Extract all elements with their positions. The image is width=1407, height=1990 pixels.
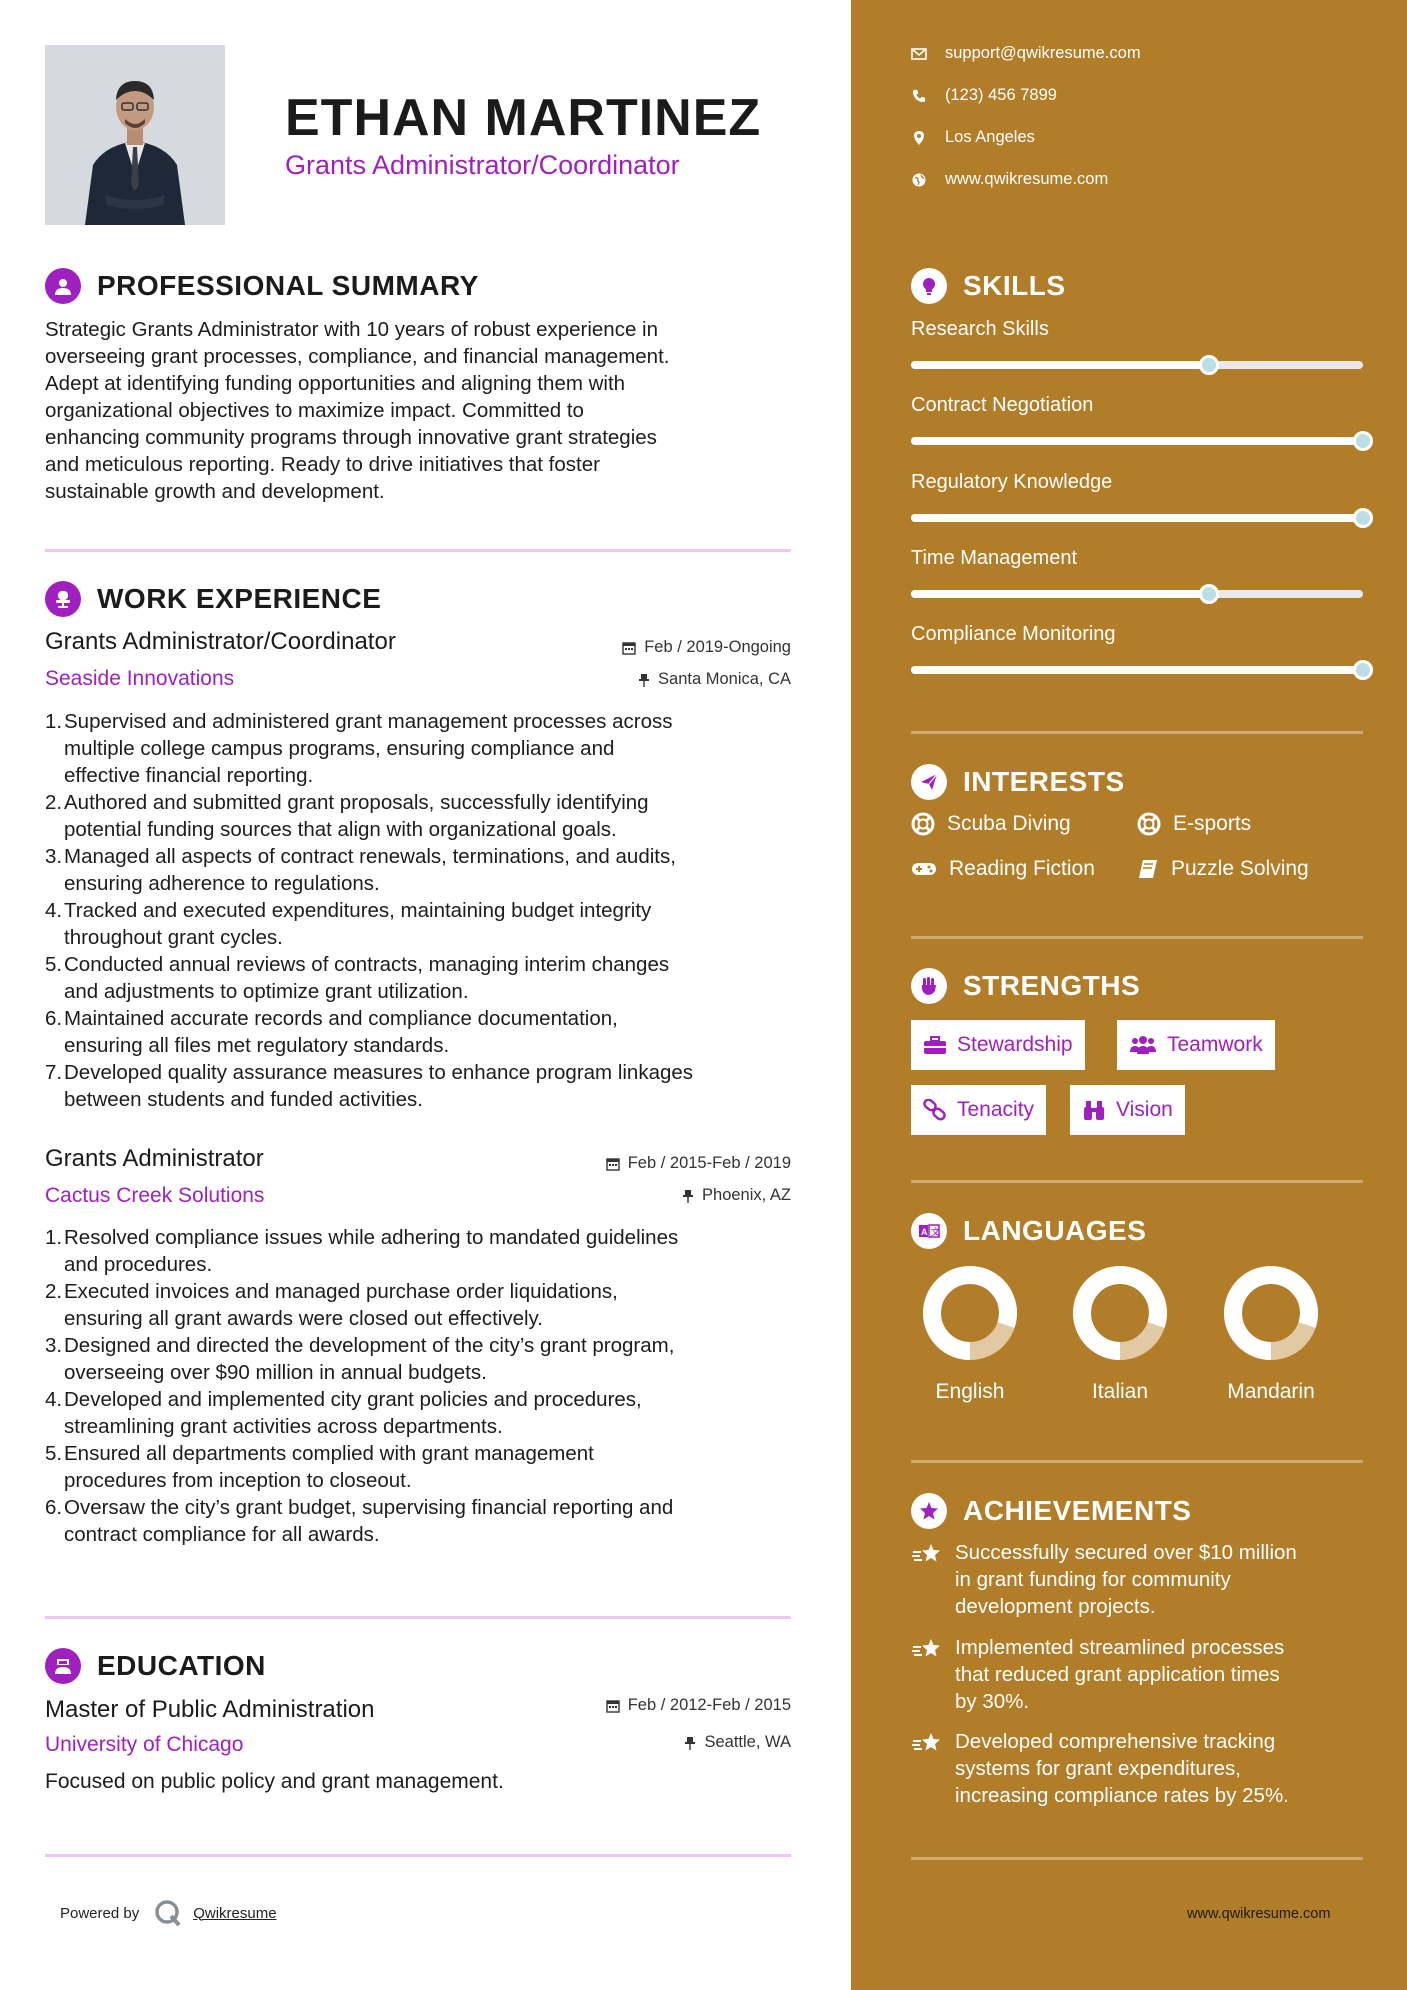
list-item: 1. Resolved compliance issues while adhering to mandated guidelines and procedures. bbox=[45, 1226, 679, 1276]
star-badge-icon bbox=[911, 1493, 947, 1529]
contact-email[interactable] bbox=[911, 44, 1141, 63]
candidate-role: Grants Administrator/Coordinator bbox=[285, 150, 680, 180]
list-item: 3. Managed all aspects of contract renewals, terminations, and audits, ensuring adherence to regulations. bbox=[45, 845, 676, 895]
briefcase-chair-icon bbox=[45, 581, 81, 617]
interest-item bbox=[1137, 812, 1251, 836]
language-donut bbox=[922, 1265, 1018, 1361]
interest-label: Reading Fiction bbox=[949, 857, 1095, 880]
languages-heading bbox=[911, 1213, 1146, 1249]
email-text: support@qwikresume.com bbox=[945, 44, 1141, 62]
language-label: Mandarin bbox=[1227, 1380, 1315, 1403]
job-location bbox=[638, 670, 791, 689]
qwikresume-logo-icon bbox=[153, 1898, 183, 1928]
contact-location bbox=[911, 128, 1035, 147]
education-heading bbox=[45, 1648, 266, 1684]
link-icon bbox=[923, 1099, 947, 1121]
job-dates-text: Feb / 2015-Feb / 2019 bbox=[627, 1154, 791, 1172]
section-divider bbox=[911, 731, 1363, 734]
section-divider bbox=[45, 1854, 791, 1857]
strength-label: Teamwork bbox=[1167, 1033, 1263, 1056]
skill-label: Contract Negotiation bbox=[911, 394, 1094, 416]
achievements-heading bbox=[911, 1493, 1191, 1529]
globe-icon bbox=[911, 172, 927, 188]
strength-badge bbox=[911, 1020, 1085, 1070]
pin-icon bbox=[638, 673, 650, 687]
translate-icon bbox=[911, 1213, 947, 1249]
summary-line: enhancing community programs through innovative grant strategies bbox=[45, 426, 657, 449]
envelope-icon bbox=[911, 48, 927, 60]
summary-line: overseeing grant processes, compliance, and financial management. bbox=[45, 345, 670, 368]
achievement-text: Implemented streamlined processes that reduced grant application times by 30%. bbox=[955, 1636, 1285, 1713]
achievement-text: Developed comprehensive tracking systems for grant expenditures, increasing compliance rates by 25%. bbox=[955, 1730, 1289, 1807]
contact-phone[interactable] bbox=[911, 86, 1057, 105]
section-divider bbox=[911, 936, 1363, 939]
language-item bbox=[1065, 1265, 1175, 1404]
skill-bar bbox=[911, 666, 1363, 674]
lightbulb-icon bbox=[911, 268, 947, 304]
language-donut bbox=[1072, 1265, 1168, 1361]
list-item: 5. Conducted annual reviews of contracts, managing interim changes and adjustments to optimize grant utilization. bbox=[45, 953, 670, 1003]
language-item bbox=[1216, 1265, 1326, 1404]
education-description: Focused on public policy and grant management. bbox=[45, 1770, 504, 1793]
qwikresume-link[interactable]: Qwikresume bbox=[193, 1904, 277, 1922]
achievement-item bbox=[911, 1539, 1361, 1620]
list-item: 4. Tracked and executed expenditures, maintaining budget integrity throughout grant cycles. bbox=[45, 899, 652, 949]
section-divider bbox=[911, 1857, 1363, 1860]
experience-title: WORK EXPERIENCE bbox=[97, 583, 382, 614]
footer-site[interactable]: www.qwikresume.com bbox=[1187, 1906, 1331, 1922]
interest-item bbox=[1137, 857, 1309, 881]
calendar-icon bbox=[606, 1157, 620, 1171]
language-label: English bbox=[935, 1380, 1005, 1403]
skill-bar bbox=[911, 590, 1363, 598]
languages-title: LANGUAGES bbox=[963, 1215, 1147, 1246]
skill-bar bbox=[911, 437, 1363, 445]
interest-label: Scuba Diving bbox=[947, 812, 1071, 835]
profile-photo bbox=[45, 45, 225, 225]
powered-by-label: Powered by bbox=[60, 1904, 140, 1922]
binoculars-icon bbox=[1082, 1099, 1106, 1121]
education-title: EDUCATION bbox=[97, 1650, 266, 1681]
interest-item bbox=[911, 857, 1095, 881]
summary-line: sustainable growth and development. bbox=[45, 480, 385, 503]
strength-badge bbox=[1117, 1020, 1275, 1070]
job-location bbox=[682, 1186, 791, 1205]
achievement-item bbox=[911, 1634, 1361, 1715]
website-text: www.qwikresume.com bbox=[945, 170, 1109, 188]
skill-bar-fill bbox=[911, 361, 1209, 369]
achievement-item bbox=[911, 1728, 1361, 1809]
language-donut bbox=[1223, 1265, 1319, 1361]
section-divider bbox=[45, 549, 791, 552]
interest-label: Puzzle Solving bbox=[1171, 857, 1309, 880]
list-item: 6. Oversaw the city’s grant budget, supervising financial reporting and contract compliance for all awards. bbox=[45, 1496, 674, 1546]
interests-title: INTERESTS bbox=[963, 766, 1125, 797]
job-company: Cactus Creek Solutions bbox=[45, 1184, 265, 1207]
graduate-icon bbox=[45, 1648, 81, 1684]
summary-title: PROFESSIONAL SUMMARY bbox=[97, 270, 479, 301]
achievements-title: ACHIEVEMENTS bbox=[963, 1495, 1192, 1526]
candidate-name: ETHAN MARTINEZ bbox=[285, 89, 762, 147]
skill-label: Time Management bbox=[911, 547, 1077, 569]
skill-bar-knob bbox=[1353, 508, 1373, 528]
skill-bar bbox=[911, 361, 1363, 369]
job-title: Grants Administrator bbox=[45, 1145, 264, 1172]
list-item: 5. Ensured all departments complied with grant management procedures from inception to closeout. bbox=[45, 1442, 594, 1492]
list-item: 2. Authored and submitted grant proposals, successfully identifying potential funding sources that align with organizational goals. bbox=[45, 791, 649, 841]
skill-bar-knob bbox=[1353, 660, 1373, 680]
phone-icon bbox=[911, 89, 927, 103]
summary-line: Adept at identifying funding opportunities and aligning them with bbox=[45, 372, 626, 395]
job-location-text: Santa Monica, CA bbox=[658, 670, 791, 688]
education-dates-text: Feb / 2012-Feb / 2015 bbox=[627, 1696, 791, 1714]
summary-line: organizational objectives to maximize impact. Committed to bbox=[45, 399, 584, 422]
strengths-heading bbox=[911, 968, 1140, 1004]
language-label: Italian bbox=[1091, 1380, 1149, 1403]
skill-label: Compliance Monitoring bbox=[911, 623, 1116, 645]
list-item: 7. Developed quality assurance measures to enhance program linkages between students and funded activities. bbox=[45, 1061, 694, 1111]
calendar-icon bbox=[606, 1699, 620, 1713]
skill-bar bbox=[911, 514, 1363, 522]
strength-badge bbox=[1070, 1085, 1185, 1135]
shooting-star-icon bbox=[911, 1541, 943, 1569]
strength-label: Vision bbox=[1116, 1098, 1173, 1121]
phone-text: (123) 456 7899 bbox=[945, 86, 1057, 104]
education-location bbox=[684, 1733, 791, 1752]
strength-label: Tenacity bbox=[957, 1098, 1035, 1121]
education-location-text: Seattle, WA bbox=[704, 1733, 791, 1751]
lifebuoy-icon bbox=[911, 812, 935, 836]
job-title: Grants Administrator/Coordinator bbox=[45, 628, 396, 655]
list-item: 3. Designed and directed the development of the city’s grant program, overseeing over $90 million in annual budgets. bbox=[45, 1334, 675, 1384]
svg-text:A: A bbox=[921, 1227, 928, 1237]
job-location-text: Phoenix, AZ bbox=[702, 1186, 791, 1204]
summary-heading bbox=[45, 268, 479, 304]
interests-heading bbox=[911, 764, 1125, 800]
pin-icon bbox=[684, 1736, 696, 1750]
skill-bar-fill bbox=[911, 590, 1209, 598]
strength-badge bbox=[911, 1085, 1046, 1135]
user-icon bbox=[45, 268, 81, 304]
fist-icon bbox=[911, 968, 947, 1004]
skill-bar-fill bbox=[911, 666, 1363, 674]
lifebuoy-icon bbox=[1137, 812, 1161, 836]
school-name: University of Chicago bbox=[45, 1733, 244, 1756]
job-dates-text: Feb / 2019-Ongoing bbox=[644, 638, 791, 656]
summary-line: Strategic Grants Administrator with 10 years of robust experience in bbox=[45, 318, 659, 341]
svg-text:文: 文 bbox=[931, 1227, 940, 1237]
section-divider bbox=[911, 1180, 1363, 1183]
achievement-text: Successfully secured over $10 million in grant funding for community development projects. bbox=[955, 1541, 1297, 1618]
location-text: Los Angeles bbox=[945, 128, 1035, 146]
users-icon bbox=[1129, 1035, 1157, 1055]
language-item bbox=[915, 1265, 1025, 1404]
calendar-icon bbox=[622, 641, 636, 655]
list-item: 1. Supervised and administered grant management processes across multiple college campus programs, ensuring compliance and effective financial reporting. bbox=[45, 710, 673, 787]
list-item: 6. Maintained accurate records and compliance documentation, ensuring all files met regulatory standards. bbox=[45, 1007, 618, 1057]
paper-plane-icon bbox=[911, 764, 947, 800]
job-dates bbox=[622, 638, 791, 657]
skill-label: Research Skills bbox=[911, 318, 1049, 340]
strength-label: Stewardship bbox=[957, 1033, 1073, 1056]
gamepad-icon bbox=[911, 860, 937, 878]
list-item: 2. Executed invoices and managed purchase order liquidations, ensuring all grant awards were closed out effectively. bbox=[45, 1280, 618, 1330]
footer-powered-by bbox=[60, 1898, 277, 1928]
skill-bar-fill bbox=[911, 514, 1363, 522]
contact-website[interactable] bbox=[911, 170, 1108, 189]
experience-heading bbox=[45, 581, 381, 617]
summary-text bbox=[45, 316, 795, 505]
strengths-title: STRENGTHS bbox=[963, 970, 1141, 1001]
interest-label: E-sports bbox=[1173, 812, 1252, 835]
briefcase-icon bbox=[923, 1035, 947, 1055]
shooting-star-icon bbox=[911, 1636, 943, 1664]
skill-bar-knob bbox=[1353, 431, 1373, 451]
degree-title: Master of Public Administration bbox=[45, 1696, 375, 1723]
pin-icon bbox=[682, 1189, 694, 1203]
education-dates bbox=[606, 1696, 791, 1715]
map-pin-icon bbox=[911, 130, 927, 146]
interest-item bbox=[911, 812, 1071, 836]
list-item: 4. Developed and implemented city grant policies and procedures, streamlining grant activities across departments. bbox=[45, 1388, 642, 1438]
skills-title: SKILLS bbox=[963, 270, 1066, 301]
book-icon bbox=[1137, 858, 1159, 880]
job-responsibilities bbox=[45, 708, 805, 1113]
job-responsibilities bbox=[45, 1224, 805, 1548]
job-company: Seaside Innovations bbox=[45, 667, 235, 690]
section-divider bbox=[45, 1616, 791, 1619]
shooting-star-icon bbox=[911, 1730, 943, 1758]
summary-line: and meticulous reporting. Ready to drive initiatives that foster bbox=[45, 453, 600, 476]
job-dates bbox=[606, 1154, 791, 1173]
section-divider bbox=[911, 1460, 1363, 1463]
skill-label: Regulatory Knowledge bbox=[911, 471, 1113, 493]
skills-heading bbox=[911, 268, 1066, 304]
skill-bar-fill bbox=[911, 437, 1363, 445]
